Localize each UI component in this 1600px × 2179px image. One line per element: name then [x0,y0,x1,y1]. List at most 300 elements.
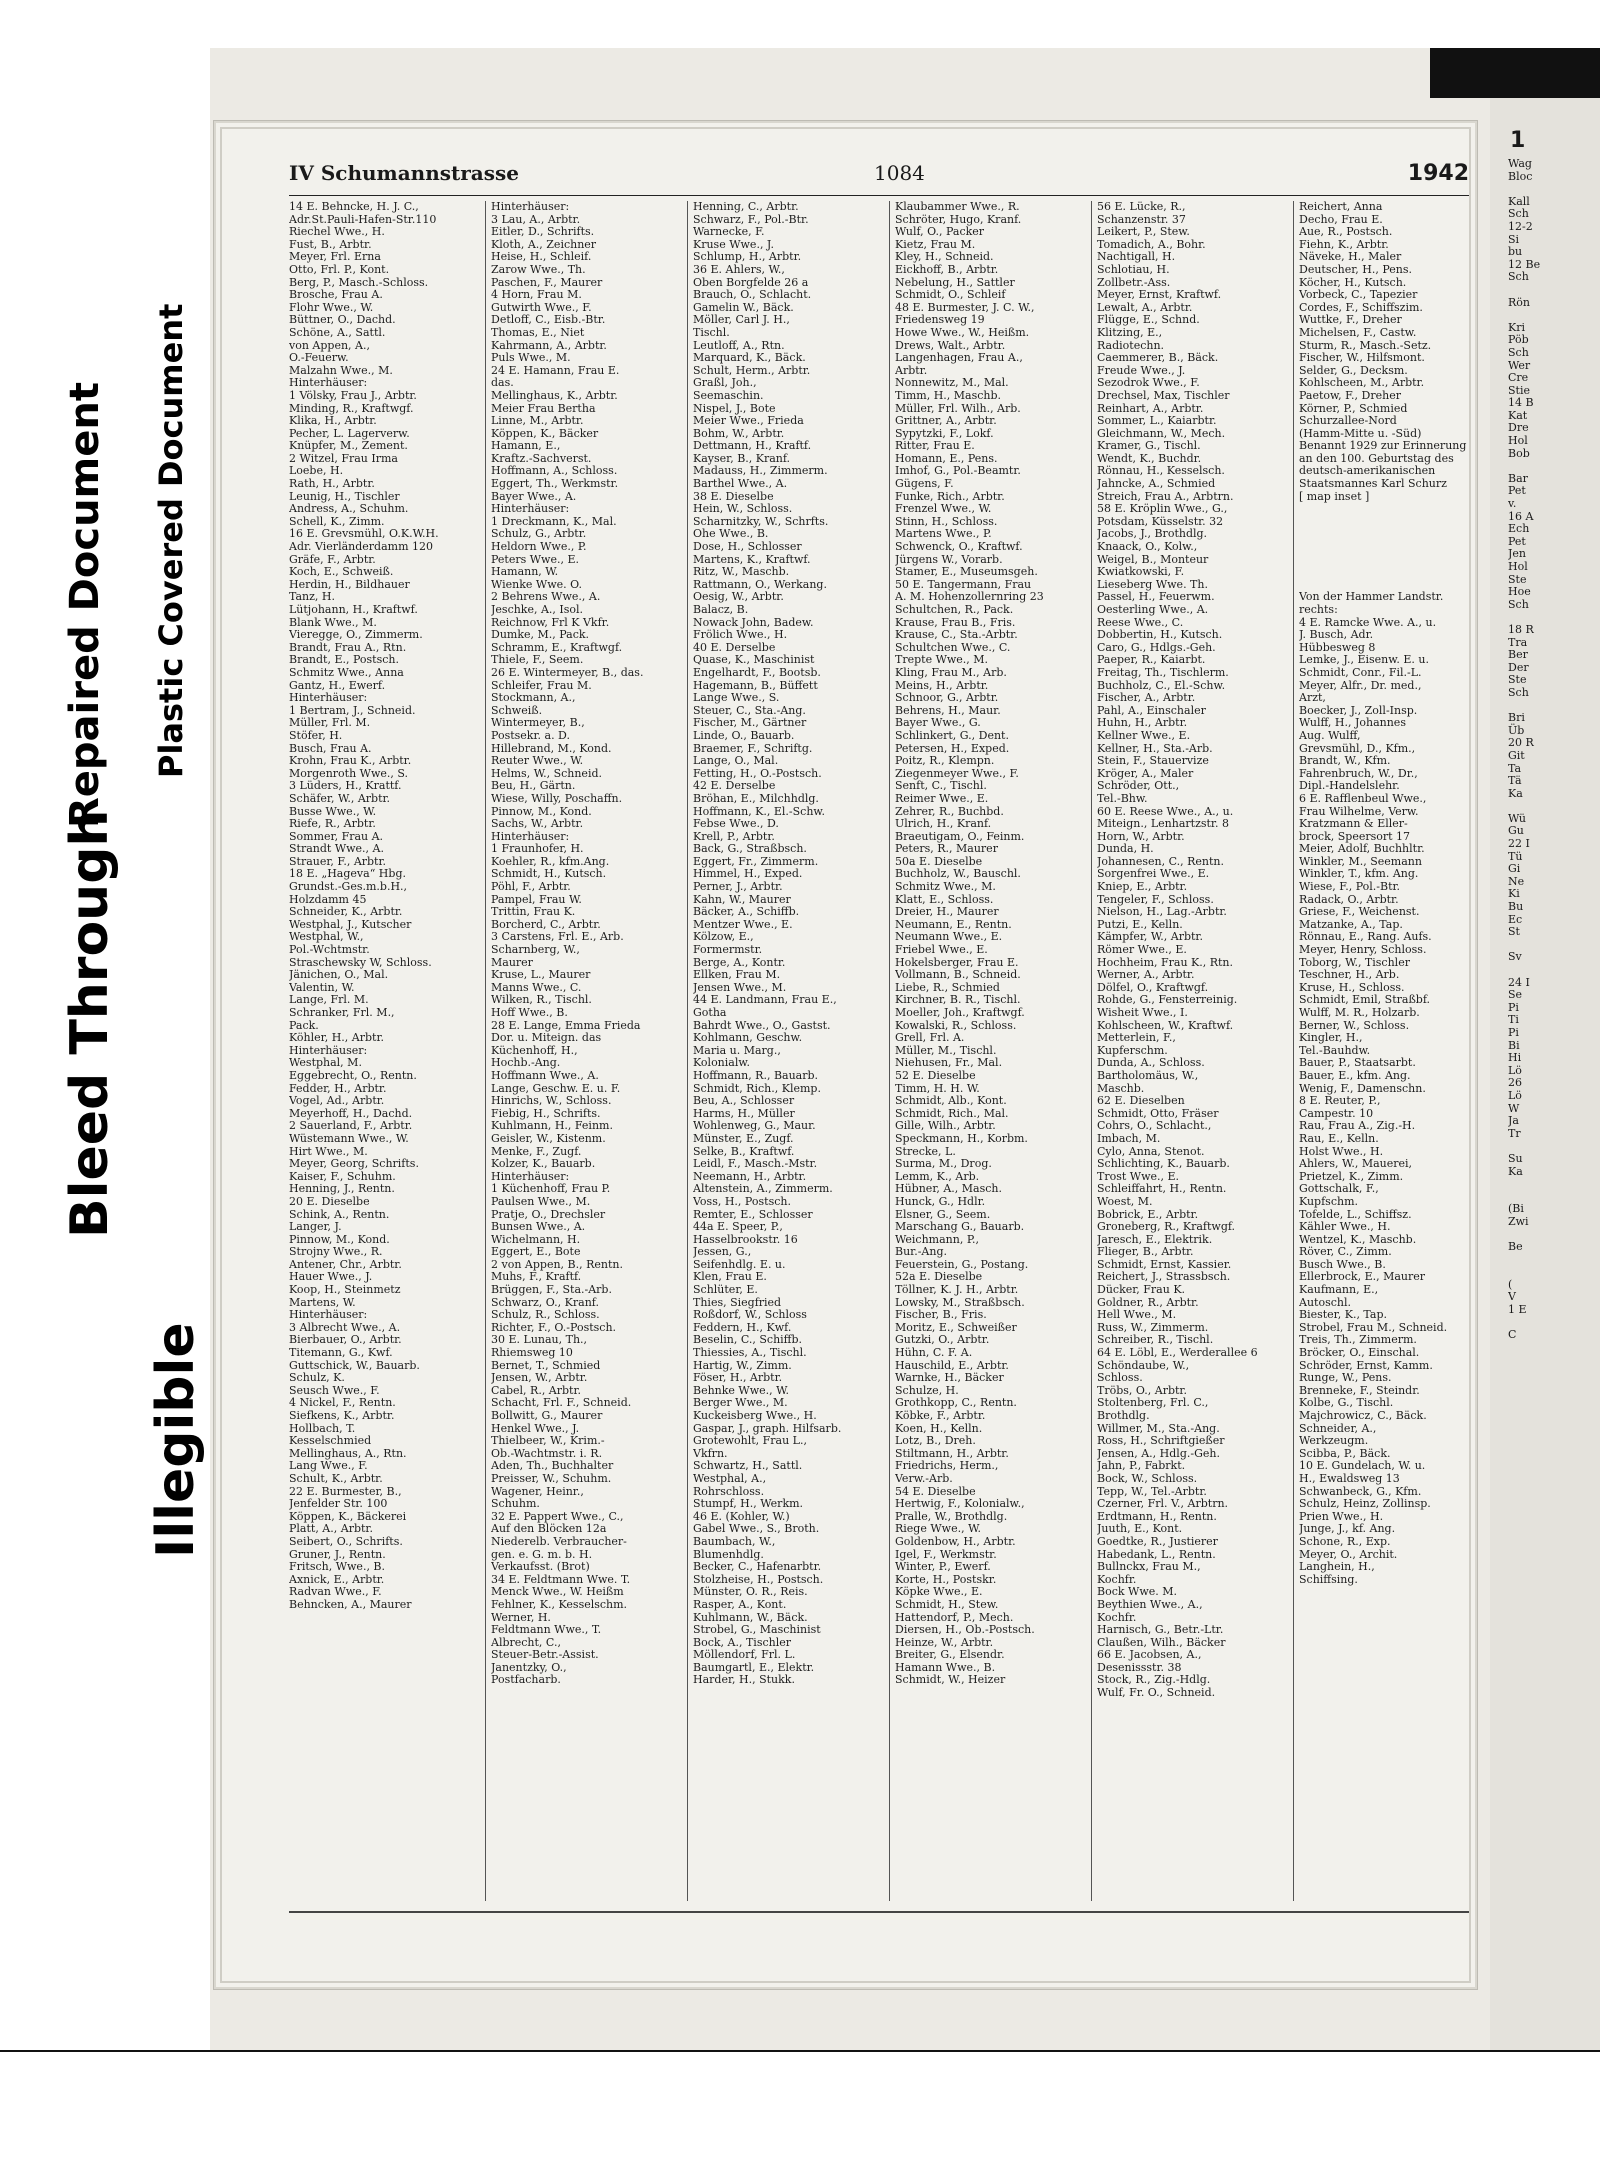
directory-entry: Majchrowicz, C., Bäck. [1299,1409,1427,1422]
directory-entry: Dumke, M., Pack. [491,628,590,642]
directory-entry: Rohde, G., Fensterreinig. [1097,993,1238,1007]
directory-entry: Reichert, Anna [1299,201,1383,213]
directory-entry: Grevsmühl, D., Kfm., [1299,741,1416,755]
directory-entry: Bock, W., Schloss. [1097,1471,1198,1485]
directory-entry: Lemm, K., Arb. [895,1169,980,1183]
directory-entry: Straschewsky W, Schloss. [289,955,432,969]
directory-entry: 18 E. „Hageva“ Hbg. [289,867,406,881]
directory-entry: Kramer, G., Tischl. [1097,439,1201,453]
directory-entry: Dunda, H. [1097,842,1154,856]
directory-entry: Erdtmann, H., Rentn. [1097,1509,1217,1523]
adjacent-entry: 20 R [1508,736,1534,750]
directory-entry: Köcher, H., Kutsch. [1299,275,1407,289]
directory-entry: 4 Nickel, F., Rentn. [289,1396,396,1410]
directory-entry: Fischer, A., Arbtr. [1097,691,1196,705]
directory-entry: Desenissstr. 38 [1097,1660,1182,1674]
directory-entry: Hartig, W., Zimm. [693,1358,792,1372]
directory-entry: Bauer, E., kfm. Ang. [1299,1068,1411,1082]
directory-entry: Henkel Wwe., J. [491,1421,580,1435]
directory-entry: Miteign., Lenhartzstr. 8 [1097,817,1229,831]
directory-entry: Meyer, O., Archit. [1299,1547,1398,1561]
directory-entry: Huhn, H., Arbtr. [1097,716,1188,730]
year: 1942 [1407,161,1469,186]
directory-entry: Diersen, H., Ob.-Postsch. [895,1623,1035,1637]
label-illegible: Illegible [146,1322,206,1558]
directory-entry: Bernet, T., Schmied [491,1358,601,1372]
directory-entry: Busse Wwe., W. [289,804,377,818]
directory-entry: Vkfrn. [693,1446,728,1460]
directory-entry: Otto, Frl. P., Kont. [289,262,390,276]
directory-entry: Moeller, Joh., Kraftwgf. [895,1006,1025,1019]
directory-entry: Dölfel, O., Kraftwgf. [1097,980,1209,994]
directory-entry: Kämpfer, W., Arbtr. [1097,930,1203,944]
column-rule [1293,201,1294,1901]
directory-entry: Oesig, W., Arbtr. [693,590,784,604]
directory-entry: Schöne, A., Sattl. [289,325,386,339]
directory-entry: 42 E. Derselbe [693,779,776,793]
directory-entry: 48 E. Burmester, J. C. W., [895,300,1035,314]
directory-entry: Johannesen, C., Rentn. [1097,854,1224,868]
directory-entry: Schneider, K., Arbtr. [289,905,403,919]
directory-entry: Lange Wwe., S. [693,691,780,705]
street-title: IV Schumannstrasse [289,161,519,185]
directory-entry: Wüstemann Wwe., W. [289,1131,409,1145]
directory-entry: Büttner, O., Dachd. [289,313,396,327]
directory-entry: Lotz, B., Dreh. [895,1434,976,1448]
directory-entry: Axnick, E., Arbtr. [289,1572,385,1586]
directory-entry: Kingler, H., [1299,1031,1363,1045]
directory-entry: Westphal, M. [289,1056,362,1070]
directory-entry: Kuhlmann, W., Bäck. [693,1610,808,1624]
directory-entry: 16 E. Grevsmühl, O.K.W.H. [289,527,439,541]
directory-entry: Marquard, K., Bäck. [693,351,806,365]
directory-entry: Igel, F., Werkmstr. [895,1547,997,1561]
directory-entry: Kolbe, G., Tischl. [1299,1396,1394,1410]
directory-entry: Mellinghaus, K., Arbtr. [491,388,618,402]
directory-entry: Hauer Wwe., J. [289,1270,373,1284]
directory-entry: Friedensweg 19 [895,313,985,327]
directory-entry: Schmidt, W., Heizer [895,1673,1006,1687]
directory-entry: Hinterhäuser: [289,1308,368,1322]
directory-entry: Kochfr. [1097,1572,1137,1586]
adjacent-entry: Tä [1508,774,1522,788]
directory-entry: Hinterhäuser: [491,829,570,843]
directory-entry: Klaubammer Wwe., R. [895,201,1020,213]
directory-entry: 52a E. Dieselbe [895,1270,983,1284]
directory-entry: Neemann, H., Arbtr. [693,1169,807,1183]
directory-entry: Selke, B., Kraftwf. [693,1144,795,1158]
adjacent-entry [1508,800,1598,813]
directory-entry: Weigel, B., Monteur [1097,552,1209,566]
adjacent-entry: Ta [1508,761,1522,775]
directory-entry: Zehrer, R., Buchbd. [895,804,1004,818]
directory-entry: Maschb. [1097,1081,1145,1095]
adjacent-entry: Kri [1508,320,1525,334]
column-rule [889,201,890,1901]
directory-entry: Funke, Rich., Arbtr. [895,489,1005,503]
directory-entry: Kupferschm. [1097,1043,1168,1057]
adjacent-entry: Hoe [1508,585,1531,599]
directory-entry: Schell, K., Zimm. [289,514,385,528]
directory-entry: Koch, E., Schweiß. [289,565,394,579]
directory-entry: Sturm, R., Masch.-Setz. [1299,338,1432,352]
directory-entry: Breiter, G., Elsendr. [895,1648,1005,1662]
adjacent-entry: Pet [1508,534,1526,548]
directory-entry: Aue, R., Postsch. [1299,225,1393,239]
directory-entry: Münster, E., Zugf. [693,1131,794,1145]
directory-entry: Lang Wwe., F. [289,1459,368,1473]
adjacent-entry: Sv [1508,950,1522,964]
directory-entry: Gutwirth Wwe., F. [491,300,592,314]
directory-entry: Näveke, H., Maler [1299,250,1402,264]
directory-entry: Potsdam, Küsselstr. 32 [1097,514,1224,528]
directory-entry: Petersen, H., Exped. [895,741,1010,755]
directory-entry: Stolzheise, H., Postsch. [693,1572,824,1586]
directory-entry: Warnke, H., Bäcker [895,1371,1004,1385]
directory-entry: Schlotiau, H. [1097,262,1170,276]
directory-entry: Wenig, F., Damenschn. [1299,1081,1426,1095]
directory-entry: Valentin, W. [289,980,355,994]
directory-entry: Thiessies, A., Tischl. [693,1346,807,1360]
directory-entry: Flohr Wwe., W. [289,300,374,314]
column-3 [693,201,883,1901]
adjacent-entry: 18 R [1508,622,1534,636]
directory-entry: Tomadich, A., Bohr. [1097,237,1206,251]
directory-entry: Homann, E., Pens. [895,451,998,465]
directory-entry: Köhler, H., Arbtr. [289,1031,384,1045]
adjacent-entry: Kat [1508,408,1528,422]
adjacent-entry: Dre [1508,421,1529,435]
directory-entry [1299,554,1489,567]
directory-entry: Ritz, W., Maschb. [693,565,790,579]
directory-entry: Wiese, Willy, Poschaffn. [491,791,623,805]
directory-entry: Streich, Frau A., Arbtrn. [1097,489,1234,503]
directory-entry: Caro, G., Hdlgs.-Geh. [1097,640,1216,654]
directory-entry: Wohlenweg, G., Maur. [693,1119,816,1133]
directory-entry: Gaspar, J., graph. Hilfsarb. [693,1421,842,1435]
column-1 [289,201,479,1901]
directory-entry: Adr. Vierländerdamm 120 [289,540,433,554]
directory-entry: Andress, A., Schuhm. [289,502,409,516]
directory-entry: Brauch, O., Schlacht. [693,288,812,302]
directory-entry: Imbach, M. [1097,1131,1161,1145]
directory-entry: Kloth, A., Zeichner [491,237,597,251]
directory-entry: Puls Wwe., M. [491,351,571,365]
directory-entry: Brüggen, F., Sta.-Arb. [491,1283,612,1297]
directory-entry: Fischer, B., Fris. [895,1308,987,1322]
directory-entry: Möllendorf, Frl. L. [693,1648,796,1662]
directory-entry: Vorbeck, C., Tapezier [1299,288,1418,302]
directory-entry: Feddern, H., Kwf. [693,1320,792,1334]
directory-entry: Grell, Frl. A. [895,1031,965,1045]
adjacent-entry [1508,460,1598,473]
directory-entry: Stumpf, H., Werkm. [693,1497,804,1511]
directory-entry: Schlichting, K., Bauarb. [1097,1157,1230,1171]
directory-entry: 2 Witzel, Frau Irma [289,451,398,465]
directory-entry: Jänichen, O., Mal. [289,968,389,982]
directory-entry: Jensen, A., Hdlg.-Geh. [1097,1446,1220,1460]
adjacent-page-text [1508,158,1598,1342]
directory-entry: Preisser, W., Schuhm. [491,1471,612,1485]
adjacent-entry: Bar [1508,471,1528,485]
directory-entry: Marschang G., Bauarb. [895,1220,1025,1234]
directory-entry: Strandt Wwe., A. [289,842,384,856]
directory-entry: Dreier, H., Maurer [895,905,999,919]
directory-entry: 2 Behrens Wwe., A. [491,590,601,604]
adjacent-entry: Bri [1508,711,1525,725]
directory-entry: Gruner, J., Rentn. [289,1547,386,1561]
directory-entry: Schranker, Frl. M., [289,1006,395,1019]
adjacent-entry: V [1508,1290,1516,1304]
directory-entry: Heise, H., Schleif. [491,250,592,264]
directory-entry: Martens, W. [289,1295,356,1309]
directory-entry: Wendt, K., Buchdr. [1097,451,1202,465]
directory-entry: Poitz, R., Klempn. [895,754,995,768]
directory-entry: Schloss. [1097,1371,1143,1385]
directory-entry: Hagemann, B., Büffett [693,678,818,692]
directory-entry: Baumbach, W., [693,1534,776,1548]
directory-entry: Gleichmann, W., Mech. [1097,426,1226,440]
directory-entry: Rath, H., Arbtr. [289,477,375,491]
directory-entry: Knüpfer, M., Zement. [289,439,408,453]
directory-entry: Stöfer, H. [289,728,343,742]
adjacent-entry: Tü [1508,849,1523,863]
directory-entry: Schneider, A., [1299,1421,1377,1435]
directory-entry: Körner, P., Schmied [1299,401,1408,415]
directory-entry: Wulf, Fr. O., Schneid. [1097,1686,1216,1700]
directory-entry: 50a E. Dieselbe [895,854,983,868]
directory-entry: Benannt 1929 zur Erinnerung [1299,439,1467,453]
directory-entry: Schacht, Frl. F., Schneid. [491,1396,632,1410]
adjacent-entry: Pi [1508,1025,1519,1039]
directory-entry: Fahrenbruch, W., Dr., [1299,766,1418,780]
directory-entry: Tepp, W., Tel.-Arbtr. [1097,1484,1207,1498]
directory-entry: Goedtke, R., Justierer [1097,1534,1218,1548]
directory-entry: 58 E. Kröplin Wwe., G., [1097,502,1228,516]
adjacent-entry: Pöb [1508,333,1529,347]
directory-entry: Tröbs, O., Arbtr. [1097,1383,1187,1397]
directory-entry: Radack, O., Arbtr. [1299,892,1399,906]
directory-entry: Wichelmann, H. [491,1232,581,1246]
directory-entry: Timm, H. H. W. [895,1081,980,1095]
adjacent-entry [1508,1254,1598,1267]
directory-entry: Möller, Carl J. H., [693,313,790,327]
directory-entry: Schäfer, W., Arbtr. [289,791,391,805]
directory-entry: Pralle, W., Brothdlg. [895,1509,1008,1523]
directory-entry: Postfacharb. [491,1673,561,1687]
adjacent-entry: Pi [1508,1000,1519,1014]
directory-entry: Reichnow, Frl K Vkfr. [491,615,610,629]
directory-entry: Horn, W., Arbtr. [1097,829,1185,843]
directory-entry: Dobbertin, H., Kutsch. [1097,628,1223,642]
directory-entry: Strauer, F., Arbtr. [289,854,387,868]
directory-entry: Fischer, M., Gärtner [693,716,807,730]
directory-entry: Schiffsing. [1299,1572,1358,1586]
directory-entry: Borcherd, C., Arbtr. [491,917,601,931]
directory-entry: Hinterhäuser: [289,1043,368,1057]
directory-entry: Wintermeyer, B., [491,716,585,730]
directory-entry: Jenfelder Str. 100 [289,1497,388,1511]
adjacent-entry: 16 A [1508,509,1534,523]
directory-entry: Hinterhäuser: [491,201,570,213]
annotation-labels [0,48,210,2050]
adjacent-entry: Ki [1508,887,1520,901]
directory-entry: Schulz, K. [289,1371,345,1385]
directory-entry: Michelsen, F., Castw. [1299,325,1417,339]
adjacent-entry: Ec [1508,912,1523,926]
directory-entry: Manns Wwe., C. [491,980,582,994]
directory-entry: Nebelung, H., Sattler [895,275,1015,289]
directory-entry: Schwarz, O., Kranf. [491,1295,599,1309]
adjacent-entry: Ja [1508,1114,1519,1128]
directory-entry: Kirchner, B. R., Tischl. [895,993,1021,1007]
directory-entry [1299,528,1489,541]
directory-entry: 14 E. Behncke, H. J. C., [289,201,419,213]
directory-entry: Zollbetr.-Ass. [1097,275,1171,289]
directory-entry: Boecker, J., Zoll-Insp. [1299,703,1418,717]
directory-entry: Hoff Wwe., B. [491,1006,568,1019]
directory-entry: Goldner, R., Arbtr. [1097,1295,1199,1309]
directory-entry: Kähler Wwe., H. [1299,1220,1391,1234]
column-4 [895,201,1085,1901]
directory-entry: Koop, H., Steinmetz [289,1283,401,1297]
directory-entry: Becker, C., Hafenarbtr. [693,1560,822,1574]
directory-entry: Pöhl, F., Arbtr. [491,880,571,894]
adjacent-entry: 24 I [1508,975,1530,989]
directory-entry: Hollbach, T. [289,1421,356,1435]
directory-entry: Kling, Frau M., Arb. [895,665,1007,679]
directory-entry: Meyer, Alfr., Dr. med., [1299,678,1422,692]
directory-entry: Eickhoff, B., Arbtr. [895,262,999,276]
directory-entry: Langenhagen, Frau A., [895,351,1023,365]
directory-entry: Von der Hammer Landstr. [1299,590,1444,604]
directory-entry: Westphal, A., [693,1471,767,1485]
directory-entry: Detloff, C., Eisb.-Btr. [491,313,606,327]
directory-entry: Langer, J. [289,1220,342,1234]
directory-entry: Fust, B., Arbtr. [289,237,372,251]
directory-entry: Werner, H. [491,1610,551,1624]
directory-entry: Teschner, H., Arb. [1299,968,1400,982]
directory-entry: Hattendorf, P., Mech. [895,1610,1014,1624]
directory-entry: Loebe, H. [289,464,344,478]
directory-entry: Cohrs, O., Schlacht., [1097,1119,1212,1133]
directory-entry: Kohlscheen, W., Kraftwf. [1097,1018,1234,1032]
directory-entry: Schmidt, Ernst, Kassier. [1097,1257,1232,1271]
directory-entry: Peters, R., Maurer [895,842,998,856]
directory-entry: Henning, C., Arbtr. [693,201,799,213]
adjacent-entry: Se [1508,988,1523,1002]
adjacent-entry: v. [1508,497,1517,511]
adjacent-entry: Stie [1508,383,1530,397]
directory-entry: Imhof, G., Pol.-Beamtr. [895,464,1021,478]
directory-entry: Thomas, E., Niet [491,325,585,339]
adjacent-entry: Rön [1508,295,1530,309]
directory-entry: Wiese, F., Pol.-Btr. [1299,880,1401,894]
directory-entry: Berner, W., Schloss. [1299,1018,1410,1032]
directory-entry: Formermstr. [693,943,763,957]
directory-entry: rechts: [1299,603,1338,616]
directory-entry: Groneberg, R., Kraftwgf. [1097,1220,1236,1234]
directory-entry: Hinrichs, W., Schloss. [491,1094,612,1108]
directory-entry: Münster, O. R., Reis. [693,1585,808,1599]
directory-entry: Beu, A., Schlosser [693,1094,795,1108]
directory-entry: Neumann Wwe., E. [895,930,1003,944]
directory-entry: 1 Bertram, J., Schneid. [289,703,416,717]
directory-entry: Aden, Th., Buchhalter [491,1459,614,1473]
directory-entry: Schulze, H. [895,1383,959,1397]
directory-entry: Rohrschloss. [693,1484,765,1498]
directory-entry: Reinhart, A., Arbtr. [1097,401,1204,415]
directory-entry: Titemann, G., Kwf. [289,1346,393,1360]
adjacent-entry: 12 Be [1508,257,1541,271]
directory-entry: Junge, J., kf. Ang. [1299,1522,1396,1536]
label-plastic-covered: Plastic Covered Document [152,303,190,778]
directory-entry: Hübner, A., Masch. [895,1182,1002,1196]
directory-entry: Behnke Wwe., W. [693,1383,790,1397]
directory-entry: Selder, G., Decksm. [1299,363,1408,377]
directory-entry: Römer Wwe., E. [1097,943,1187,957]
directory-entry: Steuer, C., Sta.-Ang. [693,703,806,717]
directory-entry: Metterlein, F., [1097,1031,1176,1045]
directory-entry: Winkler, T., kfm. Ang. [1299,867,1419,881]
directory-entry: Beythien Wwe., A., [1097,1597,1203,1611]
directory-entry: Wagener, Heinr., [491,1484,584,1498]
directory-entry: Rasper, A., Kont. [693,1597,787,1611]
directory-entry: Martens, K., Kraftwf. [693,552,811,566]
directory-entry: Autoschl. [1299,1295,1351,1309]
directory-entry: Bur.-Ang. [895,1245,947,1259]
directory-entry: Guttschick, W., Bauarb. [289,1358,420,1372]
directory-entry: Minding, R., Kraftwgf. [289,401,414,415]
directory-entry: deutsch-amerikanischen [1299,464,1436,478]
adjacent-entry: Ber [1508,648,1528,662]
directory-entry: Linne, M., Arbtr. [491,414,584,428]
directory-entry: 34 E. Feldtmann Wwe. T. [491,1572,631,1586]
directory-entry: Bollwitt, G., Maurer [491,1409,603,1422]
directory-entry: Bunsen Wwe., A. [491,1220,586,1234]
directory-entry: Meier Wwe., Frieda [693,414,804,428]
directory-entry: Linde, O., Bauarb. [693,728,795,742]
directory-entry: Riege Wwe., W. [895,1522,981,1536]
directory-entry: Berg, P., Masch.-Schloss. [289,275,429,289]
directory-entry: Matzanke, A., Tap. [1299,917,1403,931]
directory-entry: Wisheit Wwe., I. [1097,1006,1188,1019]
adjacent-entry: bu [1508,245,1523,259]
directory-entry: Reimer Wwe., E. [895,791,989,805]
directory-entry: 60 E. Reese Wwe., A., u. [1097,804,1234,818]
directory-entry: Fiebig, H., Schrifts. [491,1106,601,1120]
directory-entry: Meyer, Ernst, Kraftwf. [1097,288,1222,302]
directory-entry: Runge, W., Pens. [1299,1371,1392,1385]
directory-entry: Leikert, P., Stew. [1097,225,1190,239]
directory-entry: Bierbauer, O., Arbtr. [289,1333,402,1347]
label-repaired-document: Repaired Document [62,382,108,828]
column-rule [485,201,486,1901]
adjacent-entry [1508,284,1598,297]
directory-entry: Kröger, A., Maler [1097,766,1194,780]
directory-entry: Schmitz Wwe., Anna [289,665,404,679]
directory-entry: Martens Wwe., P. [895,527,992,541]
directory-entry: Kölzow, E., [693,930,754,944]
directory-entry: Tanz, H. [289,590,336,604]
directory-entry: Klitzing, E., [1097,325,1163,339]
directory-entry: Schmidt, Rich., Klemp. [693,1081,821,1095]
directory-entry: 4 Horn, Frau M. [491,288,582,302]
adjacent-entry: Bloc [1508,169,1533,183]
directory-entry: Schweiß. [491,703,543,717]
directory-entry: 3 Lau, A., Arbtr. [491,212,581,226]
label-bleed-through: Bleed Through [60,809,120,1238]
